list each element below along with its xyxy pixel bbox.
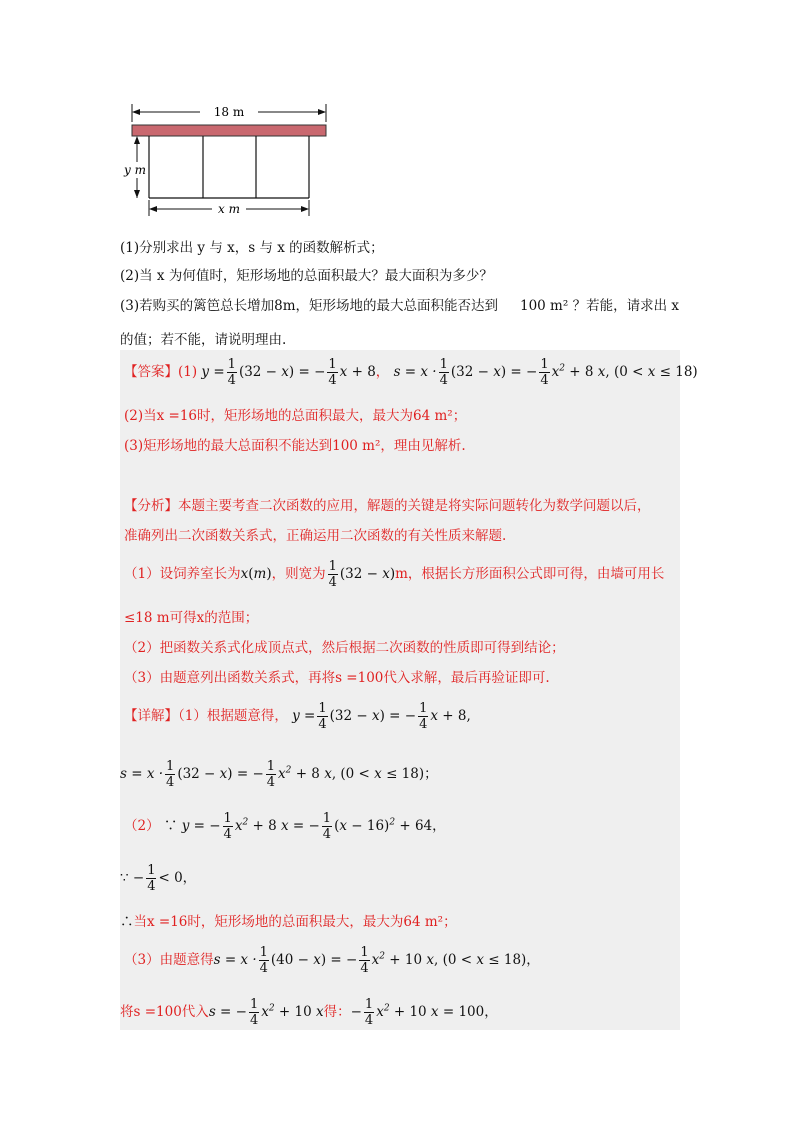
analysis-width-expr: $\frac{1}{4}$ (32 − x) [328,559,396,590]
answer-part1-label: (1) [178,364,198,380]
solution-panel [120,350,698,1030]
left-length-label: y m [124,163,146,177]
detail-step3-label: （3）由题意得 [124,952,214,968]
detail-s-formula: s = x · $\frac{1}{4}$ (32 − x) = − $\frac{1}{4}$ $x^2 + 8$ x, (0 < x ≤ 18)； [120,759,438,790]
detail-y-formula: y = $\frac{1}{4}$ (32 − x) = − $\frac{1}{4}$ x + 8, [292,701,471,732]
analysis-step1-a: （1）设饲养室长为 [124,566,241,582]
analysis-intro-line1: 本题主要考查二次函数的应用，解题的关键是将实际问题转化为数学问题以后， [178,498,651,514]
analysis-step2: （2）把函数关系式化成顶点式，然后根据二次函数的性质即可得到结论； [124,640,565,656]
question-3c: 的值；若不能，请说明理由. [120,332,287,348]
answer-part3: (3)矩形场地的最大总面积不能达到100 m²，理由见解析. [124,438,466,454]
detail-step2 [124,812,446,841]
answer-part1: 【答案】(1) y = $\frac{1}{4}$ (32 − x) = − $\frac{1}{4}$ x + 8， s = x · $\frac{1}{4}$ (32 − x) = − $\frac{1}{4}$ $x^2 + 8$ x, (0 < x ≤ 18) [124,357,698,388]
detail-step1 [124,702,471,731]
analysis-x-m: x(m) [240,566,272,582]
detail-substitute-a: 将s =100代入 [120,1004,209,1020]
question-2: (2)当 x 为何值时，矩形场地的总面积最大？最大面积为多少？ [120,268,493,284]
analysis-tag: 【分析】 [124,498,178,514]
detail-step1-text: （1）根据题意得， [178,708,288,724]
answer-part2: (2)当x =16时，矩形场地的总面积最大，最大为64 m²； [124,408,467,424]
detail-substitute: 将s =100代入s = − $\frac{1}{4}$ $x^2 + 10$ x得：− $\frac{1}{4}$ $x^2 + 10$ x = 100， [120,997,498,1028]
fence-enclosure [149,136,309,198]
question-3b: 100 m² ？若能，请求出 x [520,298,679,314]
analysis-step1 [124,560,664,589]
analysis-step1-b: ，则宽为 [271,566,326,582]
left-dimension [122,136,148,198]
answer-s-formula: s = x · $\frac{1}{4}$ (32 − x) = − $\frac{1}{4}$ $x^2 + 8$ x, (0 < x ≤ 18) [393,357,698,388]
top-dimension [132,104,326,122]
analysis-step3: （3）由题意列出函数关系式，再将s =100代入求解，最后再验证即可. [124,670,550,686]
detail-step3 [124,946,540,975]
analysis-step1-c: m，根据长方形面积公式即可得，由墙可用长 [395,566,665,582]
wall [132,125,326,136]
fence-diagram [120,98,340,228]
bottom-dimension [149,200,309,216]
detail-step2-label: （2） [124,818,160,834]
detail-coefficient-negative: ∵ − $\frac{1}{4}$ < 0， [120,863,197,894]
answer-y-formula: y = $\frac{1}{4}$ (32 − x) = − $\frac{1}{4}$ x + 8 [201,357,376,388]
analysis-intro-1 [124,494,651,514]
detail-substitute-b: 得： [323,1004,351,1020]
detail-tag: 【详解】 [124,708,178,724]
detail-therefore: ∴当x =16时，矩形场地的总面积最大，最大为64 m²； [120,914,457,930]
top-length-label: 18 m [213,105,245,119]
analysis-step1-d: ≤18 m可得x的范围； [124,610,259,626]
detail-vertex-form: ∵ y = − $\frac{1}{4}$ $x^2 + 8$ x = − $\frac{1}{4}$ $(x - 16)^2 + 64$， [163,811,446,842]
detail-therefore-text: 当x =16时，矩形场地的总面积最大，最大为64 m²； [133,914,457,930]
answer-tag: 【答案】 [124,364,178,380]
detail-step3-formula: s = x · $\frac{1}{4}$ (40 − x) = − $\frac{1}{4}$ $x^2 + 10$ x, (0 < x ≤ 18)， [213,945,540,976]
question-1: (1)分别求出 y 与 x，s 与 x 的函数解析式； [120,240,384,256]
analysis-intro-2: 准确列出二次函数关系式，正确运用二次函数的有关性质来解题. [124,528,507,544]
question-3a: (3)若购买的篱笆总长增加8m，矩形场地的最大总面积能否达到 [120,298,499,314]
bottom-length-label: x m [218,202,240,216]
